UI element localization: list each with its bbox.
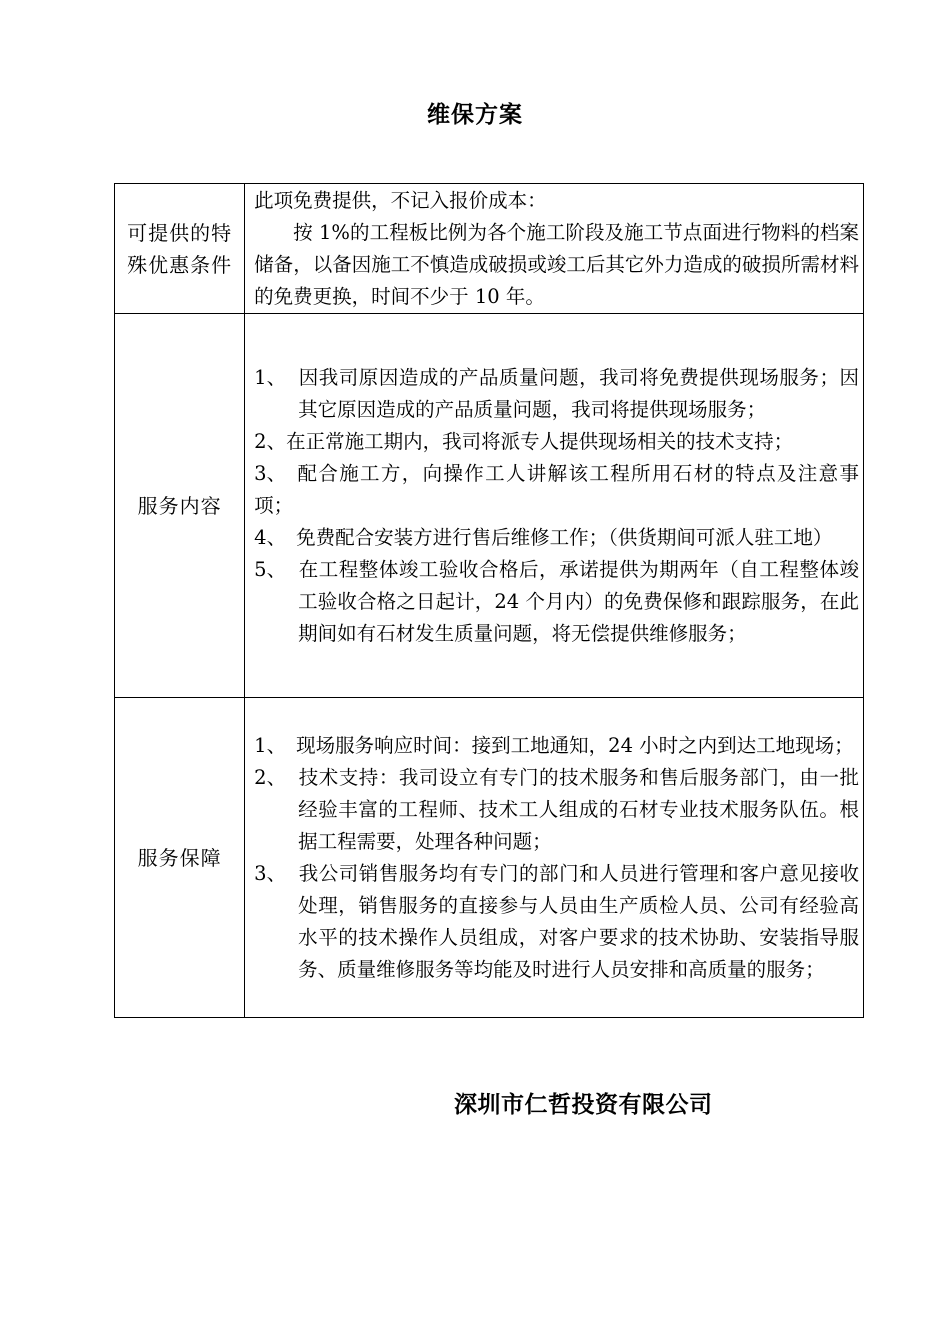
list-item-text: 因我司原因造成的产品质量问题，我司将免费提供现场服务；因其它原因造成的产品质量问题，我司将提供现场服务； [298, 365, 859, 421]
list-item-text: 免费配合安装方进行售后维修工作；（供货期间可派人驻工地） [296, 525, 833, 549]
list-item [254, 426, 859, 458]
list-item [254, 730, 859, 762]
list-item [254, 554, 859, 650]
row-body-special-offer [245, 184, 864, 314]
offer-intro: 此项免费提供，不记入报价成本： [254, 188, 547, 212]
list-item [254, 858, 859, 986]
row-label-service-content: 服务内容 [115, 314, 245, 698]
row-body-service-content [245, 314, 864, 698]
table-row-service-guarantee [115, 698, 864, 1018]
row-label-special-offer [115, 184, 245, 314]
list-item-number: 1、 [254, 733, 287, 757]
list-item-number: 3、 [254, 861, 287, 885]
list-item-text: 我公司销售服务均有专门的部门和人员进行管理和客户意见接收处理，销售服务的直接参与人员由生产质检人员、公司有经验高水平的技术操作人员组成，对客户要求的技术协助、安装指导服务、质量维修服务等均能及时进行人员安排和高质量的服务； [298, 861, 859, 981]
maintenance-plan-table [114, 183, 864, 1018]
list-item-number: 1、 [254, 365, 287, 389]
table-row-service-content [115, 314, 864, 698]
list-item-number: 3、 [254, 461, 287, 485]
row-label-line: 殊优惠条件 [127, 252, 233, 277]
company-name: 深圳市仁哲投资有限公司 [454, 1092, 713, 1118]
list-item-number: 5、 [254, 557, 287, 581]
list-item-text: 在工程整体竣工验收合格后，承诺提供为期两年（自工程整体竣工验收合格之日起计，24 个月内）的免费保修和跟踪服务，在此期间如有石材发生质量问题，将无偿提供维修服务； [298, 557, 859, 645]
list-item [254, 458, 859, 522]
row-label-service-guarantee: 服务保障 [115, 698, 245, 1018]
list-item [254, 362, 859, 426]
row-body-service-guarantee [245, 698, 864, 1018]
offer-paragraph: 按 1%的工程板比例为各个施工阶段及施工节点面进行物料的档案储备，以备因施工不慎造成破损或竣工后其它外力造成的破损所需材料的免费更换，时间不少于 10 年。 [254, 220, 859, 308]
list-item-text: 配合施工方，向操作工人讲解该工程所用石材的特点及注意事项； [254, 461, 859, 517]
table-row-special-offer [115, 184, 864, 314]
list-item-number: 2、 [254, 429, 287, 453]
list-item-number: 4、 [254, 525, 287, 549]
page-title: 维保方案 [427, 102, 523, 128]
row-label-line: 可提供的特 [127, 220, 233, 245]
list-item-text: 现场服务响应时间：接到工地通知，24 小时之内到达工地现场； [296, 733, 854, 757]
list-item [254, 522, 859, 554]
list-item-text: 在正常施工期内，我司将派专人提供现场相关的技术支持； [286, 429, 794, 453]
list-item-text: 技术支持：我司设立有专门的技术服务和售后服务部门，由一批经验丰富的工程师、技术工人组成的石材专业技术服务队伍。根据工程需要，处理各种问题； [298, 765, 859, 853]
list-item-number: 2、 [254, 765, 287, 789]
list-item [254, 762, 859, 858]
